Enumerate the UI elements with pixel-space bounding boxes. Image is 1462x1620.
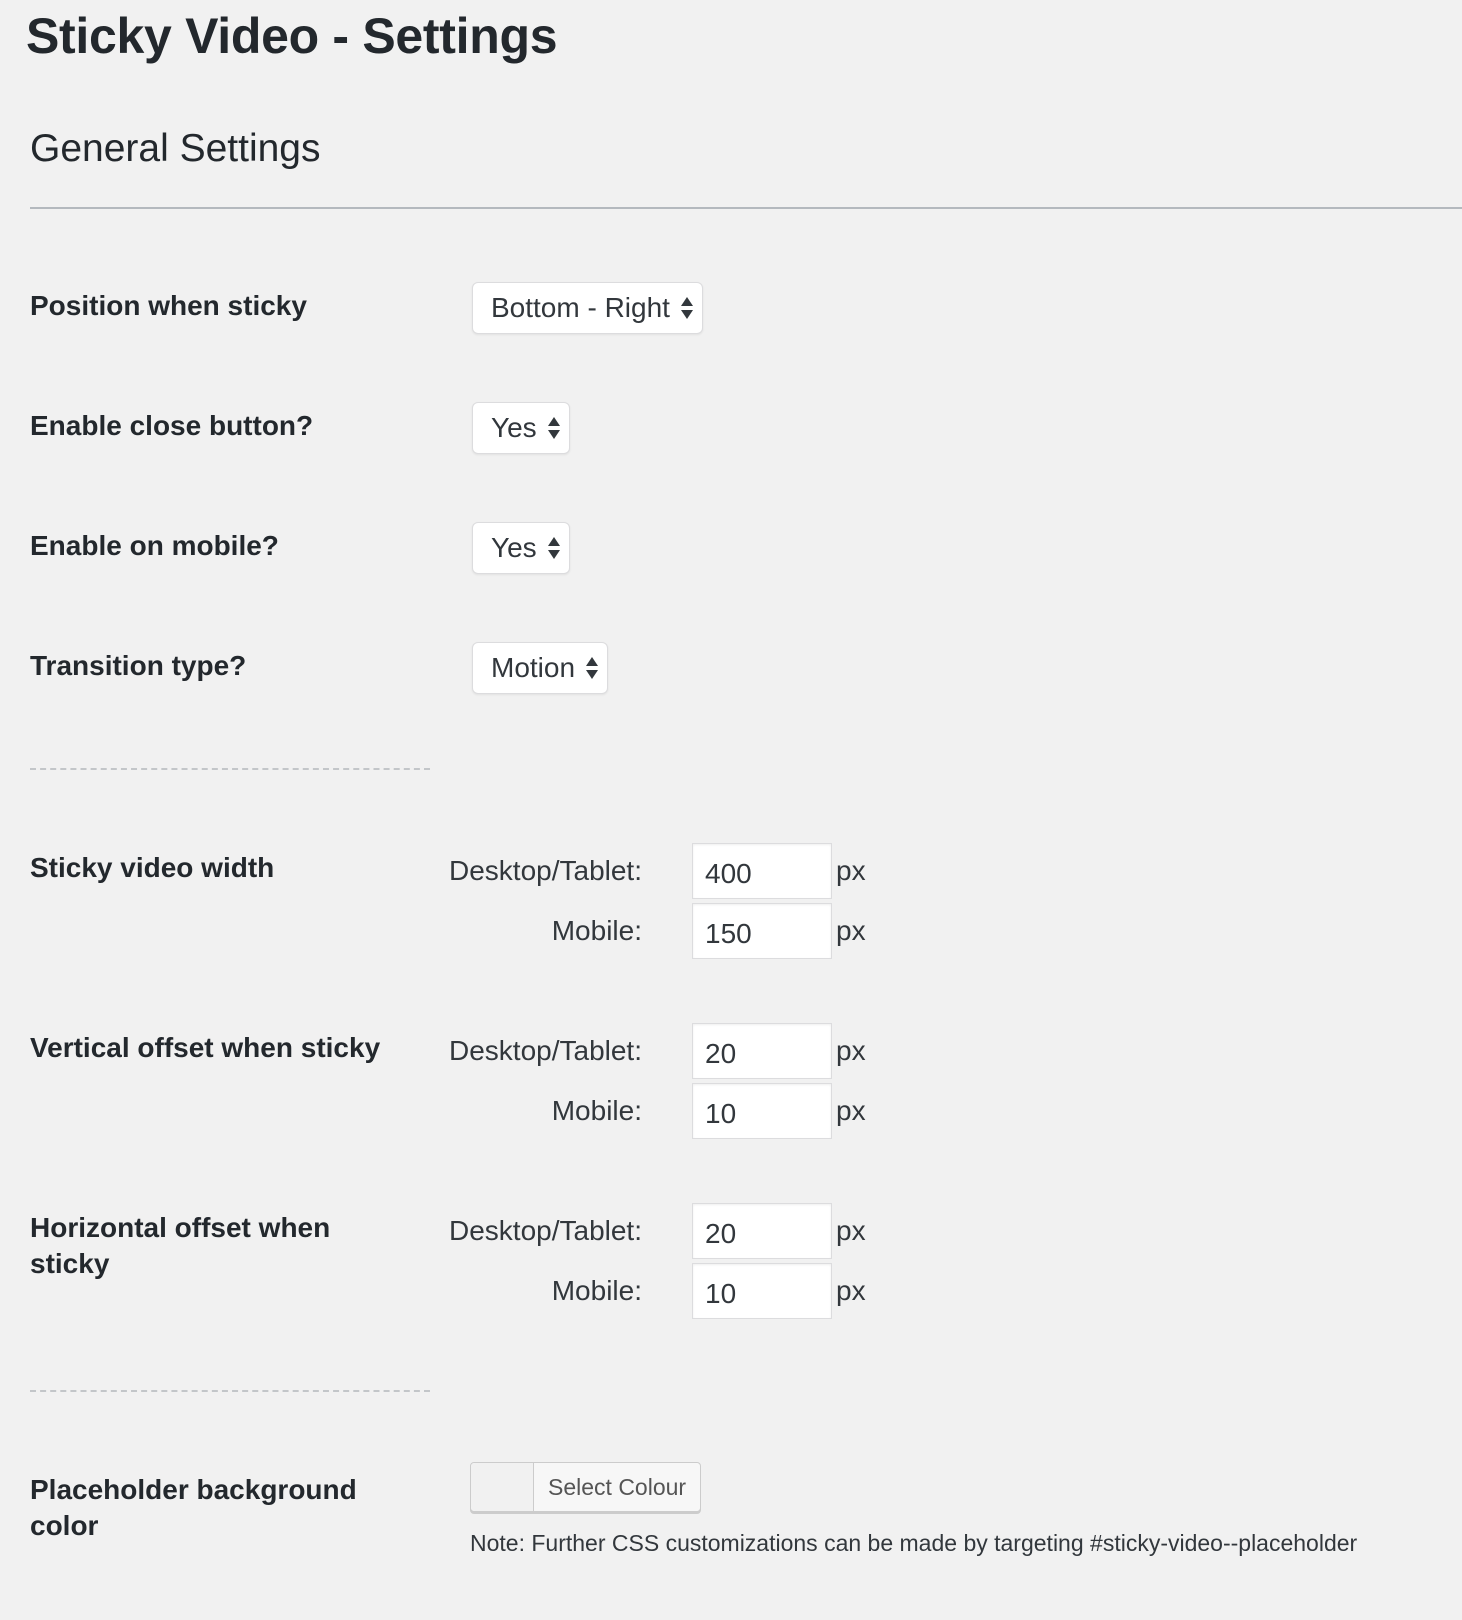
vertical-offset-desktop-label: Desktop/Tablet:	[449, 1035, 642, 1066]
vertical-offset-mobile-input[interactable]	[692, 1083, 832, 1139]
select-colour-label: Select Colour	[534, 1463, 700, 1511]
horizontal-offset-desktop-row	[449, 1203, 880, 1259]
width-desktop-label: Desktop/Tablet:	[449, 855, 642, 886]
position-select-value: Bottom - Right	[491, 292, 670, 323]
mobile-select[interactable]	[472, 522, 570, 574]
transition-select-value: Motion	[491, 652, 576, 683]
up-down-arrows-icon	[680, 294, 694, 322]
width-desktop-unit: px	[836, 855, 866, 886]
select-colour-button[interactable]	[470, 1462, 701, 1512]
transition-select[interactable]	[472, 642, 608, 694]
horizontal-offset-desktop-input[interactable]	[692, 1203, 832, 1259]
horizontal-offset-desktop-unit: px	[836, 1215, 866, 1246]
vertical-offset-mobile-label: Mobile:	[551, 1095, 642, 1126]
vertical-offset-desktop-row	[449, 1023, 880, 1079]
section-title: General Settings	[30, 127, 321, 170]
horizontal-offset-mobile-row	[460, 1263, 880, 1319]
vertical-offset-label: Vertical offset when sticky	[30, 1032, 381, 1063]
close-button-select-value: Yes	[491, 412, 537, 443]
group-divider	[30, 768, 430, 770]
mobile-select-value: Yes	[491, 532, 537, 563]
position-label: Position when sticky	[30, 290, 307, 321]
up-down-arrows-icon	[547, 414, 561, 442]
up-down-arrows-icon	[585, 654, 599, 682]
close-button-select[interactable]	[472, 402, 570, 454]
vertical-offset-desktop-input[interactable]	[692, 1023, 832, 1079]
width-mobile-unit: px	[836, 915, 866, 946]
width-desktop-input[interactable]	[692, 843, 832, 899]
width-mobile-input[interactable]	[692, 903, 832, 959]
width-mobile-label: Mobile:	[551, 915, 642, 946]
up-down-arrows-icon	[547, 534, 561, 562]
horizontal-offset-mobile-label: Mobile:	[551, 1275, 642, 1306]
section-divider	[30, 207, 1462, 209]
width-mobile-row	[460, 903, 880, 959]
mobile-label: Enable on mobile?	[30, 530, 279, 561]
colour-swatch	[471, 1463, 534, 1511]
horizontal-offset-mobile-input[interactable]	[692, 1263, 832, 1319]
position-select[interactable]	[472, 282, 703, 334]
close-button-label: Enable close button?	[30, 410, 314, 441]
width-label: Sticky video width	[30, 852, 275, 883]
placeholder-color-label: Placeholder background color	[30, 1474, 357, 1541]
group-divider	[30, 1390, 430, 1392]
horizontal-offset-desktop-label: Desktop/Tablet:	[449, 1215, 642, 1246]
vertical-offset-desktop-unit: px	[836, 1035, 866, 1066]
width-desktop-row	[449, 843, 880, 899]
horizontal-offset-label: Horizontal offset when sticky	[30, 1212, 331, 1279]
horizontal-offset-mobile-unit: px	[836, 1275, 866, 1306]
vertical-offset-mobile-row	[460, 1083, 880, 1139]
transition-label: Transition type?	[30, 650, 247, 681]
page-title: Sticky Video - Settings	[26, 8, 558, 64]
vertical-offset-mobile-unit: px	[836, 1095, 866, 1126]
css-note: Note: Further CSS customizations can be made by targeting #sticky-video--placeholder	[470, 1530, 1358, 1556]
